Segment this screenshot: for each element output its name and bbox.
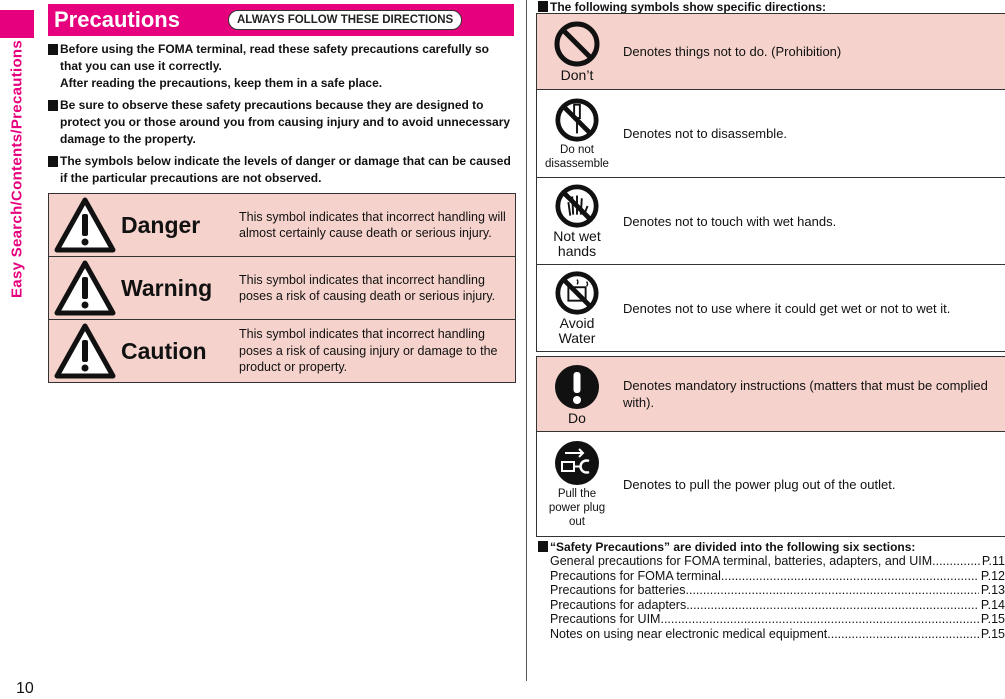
level-row-caution bbox=[49, 320, 515, 382]
left-column bbox=[48, 4, 514, 187]
mandatory-icon bbox=[553, 363, 601, 411]
symbol-caption: Water bbox=[558, 330, 596, 346]
intro-bullet-text: Be sure to observe these safety precautions because they are designed to protect you or those around you from causing injury and to avoid unnecessary damage to the property. bbox=[60, 98, 511, 146]
level-name: Danger bbox=[121, 211, 201, 238]
toc-entry[interactable] bbox=[550, 583, 1005, 598]
symbol-row bbox=[537, 178, 1005, 265]
bullet-square-icon bbox=[538, 1, 548, 12]
intro-bullet bbox=[48, 97, 514, 148]
toc-label: Precautions for UIM bbox=[550, 612, 661, 626]
bullet-square-icon bbox=[538, 541, 548, 552]
sections-heading bbox=[538, 540, 1005, 554]
pull-plug-icon bbox=[553, 439, 601, 487]
bullet-square-icon bbox=[48, 100, 58, 111]
no-wet-hands-icon bbox=[554, 183, 600, 229]
symbol-row bbox=[537, 90, 1005, 178]
level-name: Caution bbox=[121, 337, 207, 364]
side-tab-marker bbox=[0, 10, 34, 38]
symbol-caption: Avoid bbox=[559, 315, 595, 331]
intro-bullet bbox=[48, 153, 514, 187]
symbol-description: Denotes things not to do. (Prohibition) bbox=[623, 44, 842, 59]
bullet-square-icon bbox=[48, 44, 58, 55]
toc-label: Precautions for batteries bbox=[550, 583, 686, 597]
symbol-caption: disassemble bbox=[545, 157, 609, 170]
level-row-warning bbox=[49, 257, 515, 320]
toc-label: Precautions for adapters bbox=[550, 597, 687, 612]
symbols-heading bbox=[538, 0, 1005, 14]
toc-label: Notes on using near electronic medical equipment bbox=[550, 626, 828, 641]
toc-entry[interactable] bbox=[550, 627, 1005, 642]
toc-page: P.15 bbox=[980, 612, 1005, 626]
toc-entry[interactable] bbox=[550, 569, 1005, 584]
symbol-caption: Do bbox=[568, 409, 586, 426]
level-row-danger bbox=[49, 194, 515, 257]
symbol-caption: Not wet bbox=[553, 228, 601, 244]
right-column bbox=[538, 0, 1005, 14]
toc-page: P.11 bbox=[981, 554, 1005, 568]
symbol-row bbox=[537, 265, 1005, 352]
intro-bullet bbox=[48, 41, 514, 92]
prohibition-symbols-table bbox=[536, 13, 1005, 352]
page-number: 10 bbox=[16, 680, 34, 697]
level-description: This symbol indicates that incorrect handling poses a risk of causing death or serious injury. bbox=[239, 272, 496, 303]
toc-entry[interactable] bbox=[550, 598, 1005, 613]
toc-page: P.14 bbox=[980, 597, 1005, 612]
toc-entry[interactable] bbox=[550, 554, 1005, 569]
toc-page: P.13 bbox=[980, 583, 1005, 597]
bullet-square-icon bbox=[48, 156, 58, 167]
prohibition-icon bbox=[553, 20, 601, 68]
avoid-water-icon bbox=[554, 270, 600, 316]
level-description: This symbol indicates that incorrect handling poses a risk of causing injury or damage to the product or property. bbox=[239, 327, 498, 375]
no-disassemble-icon bbox=[554, 97, 600, 143]
symbol-description: Denotes not to touch with wet hands. bbox=[623, 213, 837, 229]
symbol-description: Denotes not to disassemble. bbox=[623, 126, 788, 141]
level-description: This symbol indicates that incorrect handling will almost certainly cause death or serious injury. bbox=[239, 209, 506, 240]
title-bar bbox=[48, 4, 514, 36]
warning-triangle-icon bbox=[49, 197, 121, 253]
toc-page: P.12 bbox=[980, 568, 1005, 583]
intro-bullet-text: After reading the precautions, keep them in a safe place. bbox=[60, 76, 383, 90]
warning-triangle-icon bbox=[49, 260, 121, 316]
column-divider bbox=[526, 0, 527, 681]
symbol-caption: power plug bbox=[548, 502, 606, 514]
symbol-row bbox=[537, 357, 1005, 432]
level-name: Warning bbox=[121, 274, 213, 301]
symbol-caption: Pull the bbox=[557, 488, 597, 500]
toc-label: Precautions for FOMA terminal bbox=[550, 568, 721, 583]
directions-badge: ALWAYS FOLLOW THESE DIRECTIONS bbox=[228, 10, 462, 30]
intro-bullet-text: The symbols below indicate the levels of danger or damage that can be caused if the particular precautions are not observed. bbox=[60, 154, 511, 185]
toc-label: General precautions for FOMA terminal, batteries, adapters, and UIM bbox=[550, 554, 933, 568]
danger-levels-table bbox=[48, 193, 516, 383]
symbol-description: Denotes mandatory instructions (matters that must be complied with). bbox=[623, 378, 988, 410]
symbol-caption: Don’t bbox=[560, 67, 594, 83]
side-tab-label: Easy Search/Contents/Precautions bbox=[8, 40, 26, 299]
symbol-row bbox=[537, 432, 1005, 537]
sections-list bbox=[538, 540, 1005, 641]
side-tab bbox=[0, 0, 34, 699]
toc-page: P.15 bbox=[980, 626, 1005, 641]
sections-heading-text: “Safety Precautions” are divided into the following six sections: bbox=[550, 540, 916, 554]
symbols-heading-text: The following symbols show specific directions: bbox=[550, 0, 827, 14]
warning-triangle-icon bbox=[49, 323, 121, 379]
intro-bullet-text: Before using the FOMA terminal, read these safety precautions carefully so that you can use it correctly. bbox=[60, 42, 490, 73]
mandatory-symbols-table bbox=[536, 356, 1005, 537]
symbol-description: Denotes to pull the power plug out of the outlet. bbox=[623, 476, 896, 492]
page-title: Precautions bbox=[54, 7, 180, 32]
toc-entry[interactable] bbox=[550, 612, 1005, 627]
symbol-caption: Do not bbox=[560, 143, 594, 156]
symbol-caption: out bbox=[569, 516, 585, 528]
symbol-caption: hands bbox=[557, 243, 597, 259]
symbol-description: Denotes not to use where it could get wet or not to wet it. bbox=[623, 300, 951, 316]
symbol-row bbox=[537, 14, 1005, 90]
